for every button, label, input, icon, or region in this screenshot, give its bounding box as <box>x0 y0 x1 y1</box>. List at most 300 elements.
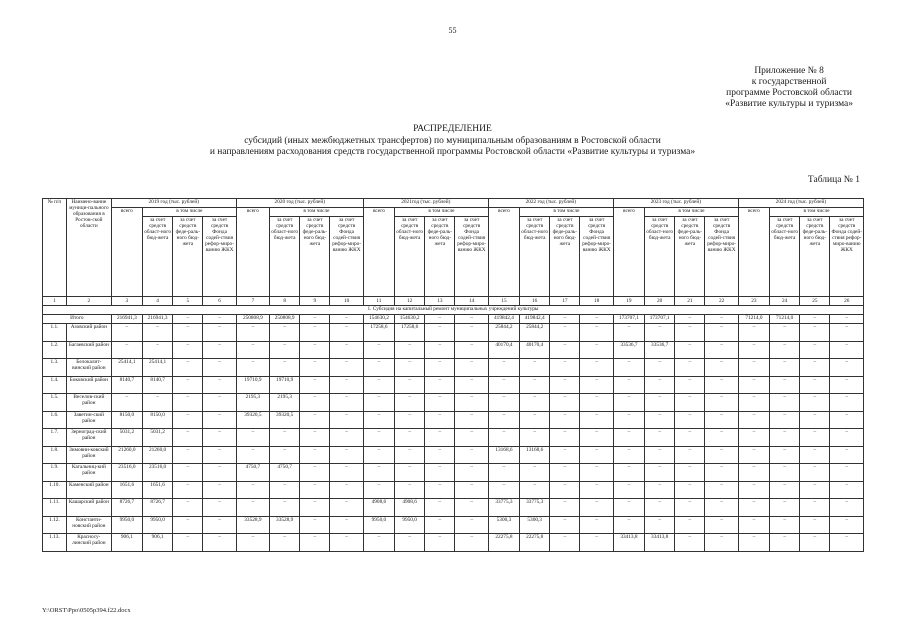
table-row <box>43 464 864 482</box>
row-value: – <box>770 376 800 394</box>
row-value: – <box>425 359 455 377</box>
table-row <box>43 534 864 552</box>
row-value: – <box>830 341 864 359</box>
row-value: – <box>770 394 800 412</box>
municipality-name: Кашарский район <box>66 499 111 517</box>
row-value: 2195,3 <box>236 394 269 412</box>
row-value: – <box>330 376 363 394</box>
row-value: – <box>645 481 675 499</box>
row-value: 21260,0 <box>111 446 142 464</box>
header-year: 2021год (тыс. рублей) <box>363 199 488 208</box>
table-row <box>43 394 864 412</box>
row-value: – <box>173 411 203 429</box>
row-value: – <box>425 516 455 534</box>
row-value: – <box>770 499 800 517</box>
header-total: всего <box>363 208 394 297</box>
row-value: 9950,0 <box>143 516 173 534</box>
header-source: за счет средств Фонда содей-ствия рефор-миро-ванию ЖКХ <box>580 217 613 297</box>
row-value: – <box>800 464 830 482</box>
row-value: – <box>330 446 363 464</box>
row-number: 1.5. <box>43 394 67 412</box>
row-value: 8150,0 <box>111 411 142 429</box>
row-value: – <box>613 499 644 517</box>
table-body <box>43 199 864 552</box>
row-value: 19710,9 <box>270 376 300 394</box>
total-value: – <box>300 315 330 324</box>
row-value: 1651,6 <box>143 481 173 499</box>
table-row <box>43 376 864 394</box>
column-number: 18 <box>580 297 613 306</box>
header-source: за счет средств Фонда содей-ствия рефор-миро-ванию ЖКХ <box>830 217 864 297</box>
municipality-name: Белокалит-винский район <box>66 359 111 377</box>
row-number: 1.3. <box>43 359 67 377</box>
row-value: 33413,8 <box>613 534 644 552</box>
row-value: – <box>645 324 675 342</box>
row-value: – <box>236 481 269 499</box>
row-value: – <box>455 359 488 377</box>
row-value: 5031,2 <box>111 429 142 447</box>
row-value: 17258,6 <box>363 324 394 342</box>
row-value: – <box>395 359 425 377</box>
row-number: 1.7. <box>43 429 67 447</box>
row-value: – <box>173 341 203 359</box>
row-value: – <box>550 411 580 429</box>
row-value: 33528,9 <box>236 516 269 534</box>
table-label: Таблица № 1 <box>807 175 860 185</box>
row-value: – <box>800 481 830 499</box>
municipality-name: Каменский район <box>66 481 111 499</box>
row-value: – <box>363 534 394 552</box>
row-value: – <box>675 359 705 377</box>
header-year: 2023 год (тыс. рублей) <box>613 199 738 208</box>
row-value: – <box>645 516 675 534</box>
row-value: – <box>705 446 738 464</box>
total-value: 173707,1 <box>613 315 644 324</box>
header-source: за счет средств Фонда содей-ствия рефор-миро-ванию ЖКХ <box>705 217 738 297</box>
row-value: – <box>173 499 203 517</box>
column-number: 23 <box>738 297 769 306</box>
row-value: – <box>675 376 705 394</box>
header-row <box>43 199 864 208</box>
row-value: – <box>425 376 455 394</box>
row-value: – <box>705 324 738 342</box>
row-value: – <box>363 341 394 359</box>
row-value: – <box>455 411 488 429</box>
header-source: за счет средств област-ного бюд-жета <box>143 217 173 297</box>
row-value: – <box>800 534 830 552</box>
row-value: – <box>363 376 394 394</box>
row-value: – <box>455 464 488 482</box>
row-value: – <box>363 359 394 377</box>
total-value: – <box>425 315 455 324</box>
header-including: в том числе <box>395 208 489 217</box>
row-value: 5031,2 <box>143 429 173 447</box>
row-number: 1.1. <box>43 324 67 342</box>
row-value: – <box>550 429 580 447</box>
row-value: – <box>300 516 330 534</box>
row-value: – <box>675 429 705 447</box>
row-value: – <box>800 341 830 359</box>
row-value: – <box>738 359 769 377</box>
header-total: всего <box>236 208 269 297</box>
row-value: – <box>520 359 550 377</box>
total-value: – <box>550 315 580 324</box>
total-value: 419842,4 <box>520 315 550 324</box>
row-value: – <box>580 446 613 464</box>
row-value: – <box>203 499 236 517</box>
row-value: – <box>363 481 394 499</box>
row-value: – <box>830 481 864 499</box>
column-number: 24 <box>770 297 800 306</box>
column-number: 14 <box>455 297 488 306</box>
row-value: – <box>675 516 705 534</box>
row-value: – <box>173 376 203 394</box>
row-value: – <box>425 464 455 482</box>
municipality-name: Боковский район <box>66 376 111 394</box>
row-value: – <box>738 534 769 552</box>
row-value: – <box>770 481 800 499</box>
row-value: – <box>800 394 830 412</box>
column-number: 6 <box>203 297 236 306</box>
header-total: всего <box>738 208 769 297</box>
row-value: – <box>645 411 675 429</box>
row-value: – <box>800 429 830 447</box>
total-row <box>43 315 864 324</box>
total-value: 250808,9 <box>236 315 269 324</box>
row-number: 1.4. <box>43 376 67 394</box>
row-value: – <box>520 429 550 447</box>
row-value: – <box>830 359 864 377</box>
header-total: всего <box>613 208 644 297</box>
header-source: за счет средств област-ного бюд-жета <box>395 217 425 297</box>
row-value: – <box>300 446 330 464</box>
row-value: 17258,6 <box>395 324 425 342</box>
row-value: – <box>203 481 236 499</box>
total-value: 173707,1 <box>645 315 675 324</box>
row-value: – <box>425 534 455 552</box>
row-value: – <box>395 411 425 429</box>
row-value: – <box>395 446 425 464</box>
row-value: – <box>580 341 613 359</box>
column-number: 10 <box>330 297 363 306</box>
row-value: – <box>645 376 675 394</box>
row-value: 22275,8 <box>488 534 519 552</box>
heading-line: субсидий (иных межбюджетных трансфертов) по муниципальным образованиям в Ростовской области <box>244 135 661 146</box>
row-value: – <box>705 411 738 429</box>
row-value: – <box>830 499 864 517</box>
row-value: 33528,9 <box>270 516 300 534</box>
municipality-name: Красносу-линский район <box>66 534 111 552</box>
row-value: – <box>675 411 705 429</box>
row-value: – <box>173 464 203 482</box>
row-value: 4750,7 <box>270 464 300 482</box>
row-value: – <box>613 481 644 499</box>
header-source: за счет средств феде-раль-ного бюд-жета <box>550 217 580 297</box>
row-value: – <box>236 446 269 464</box>
row-value: – <box>395 464 425 482</box>
row-value: 2195,3 <box>270 394 300 412</box>
row-value: – <box>270 481 300 499</box>
row-value: – <box>738 481 769 499</box>
row-value: – <box>395 534 425 552</box>
municipality-name: Кагальниц-кий район <box>66 464 111 482</box>
header-source: за счет средств Фонда содей-ствия рефор-миро-ванию ЖКХ <box>203 217 236 297</box>
row-value: – <box>270 534 300 552</box>
row-value: – <box>143 324 173 342</box>
total-value: – <box>455 315 488 324</box>
row-value: – <box>770 516 800 534</box>
total-value: 154630,2 <box>363 315 394 324</box>
header-including: в том числе <box>645 208 739 217</box>
row-value: – <box>800 499 830 517</box>
row-value: – <box>550 446 580 464</box>
row-value: – <box>770 359 800 377</box>
row-value: – <box>455 499 488 517</box>
row-value: – <box>455 534 488 552</box>
row-value: – <box>330 341 363 359</box>
column-numbers-row <box>43 297 864 306</box>
row-value: – <box>830 516 864 534</box>
total-value: – <box>580 315 613 324</box>
row-value: 5300,3 <box>520 516 550 534</box>
row-value: – <box>550 341 580 359</box>
column-number: 5 <box>173 297 203 306</box>
row-value: – <box>675 324 705 342</box>
header-no: № п/п <box>43 199 67 297</box>
row-value: – <box>300 499 330 517</box>
row-value: – <box>425 324 455 342</box>
row-number: 1.9. <box>43 464 67 482</box>
row-value: – <box>455 481 488 499</box>
row-value: – <box>330 499 363 517</box>
column-number: 26 <box>830 297 864 306</box>
row-value: 4908,6 <box>363 499 394 517</box>
municipality-name: Багаевский район <box>66 341 111 359</box>
total-value: 250808,9 <box>270 315 300 324</box>
row-value: – <box>770 341 800 359</box>
table-row <box>43 516 864 534</box>
row-value: – <box>270 324 300 342</box>
row-value: – <box>520 394 550 412</box>
row-value: – <box>111 394 142 412</box>
row-value: – <box>330 359 363 377</box>
row-value: – <box>330 516 363 534</box>
header-including: в том числе <box>770 208 864 217</box>
row-value: – <box>300 324 330 342</box>
row-value: 23516,0 <box>111 464 142 482</box>
row-value: 33413,8 <box>645 534 675 552</box>
header-source: за счет средств област-ного бюд-жета <box>770 217 800 297</box>
row-value: – <box>173 429 203 447</box>
row-value: – <box>203 324 236 342</box>
row-value: – <box>675 394 705 412</box>
row-value: – <box>203 464 236 482</box>
municipality-name: Азовский район <box>66 324 111 342</box>
row-value: – <box>395 429 425 447</box>
row-value: – <box>143 394 173 412</box>
table-row <box>43 499 864 517</box>
row-value: – <box>580 394 613 412</box>
row-value: – <box>488 394 519 412</box>
row-value: 25414,1 <box>111 359 142 377</box>
municipality-name: Веселов-ский район <box>66 394 111 412</box>
row-value: – <box>705 516 738 534</box>
row-number: 1.12. <box>43 516 67 534</box>
row-value: – <box>738 394 769 412</box>
row-value: 906,1 <box>143 534 173 552</box>
row-value: – <box>770 534 800 552</box>
total-value: – <box>705 315 738 324</box>
row-value: – <box>330 429 363 447</box>
row-value: – <box>330 324 363 342</box>
page-number: 55 <box>448 26 457 35</box>
municipality-name: Зерноград-ский район <box>66 429 111 447</box>
appendix-line: программе Ростовской области <box>726 88 853 98</box>
header-source: за счет средств феде-раль-ного бюд-жета <box>300 217 330 297</box>
row-value: – <box>363 446 394 464</box>
row-value: – <box>236 359 269 377</box>
appendix-line: к государственной <box>751 77 827 87</box>
row-value: – <box>203 411 236 429</box>
row-value: 23516,0 <box>143 464 173 482</box>
row-value: – <box>300 534 330 552</box>
row-value: – <box>203 516 236 534</box>
row-value: – <box>330 411 363 429</box>
row-value: 25414,1 <box>143 359 173 377</box>
total-value: – <box>800 315 830 324</box>
row-value: – <box>330 481 363 499</box>
row-value: – <box>455 429 488 447</box>
municipality-name: Константи-новский район <box>66 516 111 534</box>
total-value: 154630,2 <box>395 315 425 324</box>
row-value: 33775,3 <box>520 499 550 517</box>
header-source: за счет средств феде-раль-ного бюд-жета <box>173 217 203 297</box>
row-value: – <box>425 499 455 517</box>
row-value: – <box>705 464 738 482</box>
row-value: – <box>236 499 269 517</box>
row-value: – <box>203 359 236 377</box>
row-value: – <box>645 359 675 377</box>
row-value: – <box>173 394 203 412</box>
row-value: – <box>738 341 769 359</box>
row-value: – <box>705 341 738 359</box>
row-value: – <box>270 341 300 359</box>
total-value: – <box>173 315 203 324</box>
row-value: – <box>550 516 580 534</box>
row-value: – <box>613 446 644 464</box>
row-value: – <box>770 464 800 482</box>
row-value: – <box>675 464 705 482</box>
row-value: – <box>300 341 330 359</box>
row-value: – <box>488 376 519 394</box>
file-path: Y:\ORST\Ppo\0505p394.f22.docx <box>42 607 131 614</box>
row-value: – <box>705 394 738 412</box>
row-value: 40170,4 <box>520 341 550 359</box>
header-source: за счет средств феде-раль-ного бюд-жета <box>800 217 830 297</box>
row-value: – <box>770 446 800 464</box>
row-value: – <box>173 359 203 377</box>
section-row <box>43 306 864 315</box>
row-value: – <box>550 376 580 394</box>
row-value: – <box>830 446 864 464</box>
row-number: 1.10. <box>43 481 67 499</box>
row-value: – <box>520 481 550 499</box>
row-value: – <box>300 481 330 499</box>
row-value: – <box>395 481 425 499</box>
row-value: – <box>645 464 675 482</box>
row-value: – <box>550 534 580 552</box>
row-value: – <box>800 359 830 377</box>
row-value: 39320,5 <box>270 411 300 429</box>
row-value: 5300,3 <box>488 516 519 534</box>
row-value: – <box>705 534 738 552</box>
row-value: – <box>580 464 613 482</box>
row-value: – <box>580 481 613 499</box>
row-value: 1651,6 <box>111 481 142 499</box>
total-value: – <box>330 315 363 324</box>
row-value: – <box>363 394 394 412</box>
row-value: – <box>111 324 142 342</box>
row-value: – <box>613 324 644 342</box>
header-year: 2020 год (тыс. рублей) <box>236 199 363 208</box>
row-value: – <box>488 464 519 482</box>
row-value: 8140,7 <box>111 376 142 394</box>
row-value: – <box>550 499 580 517</box>
row-value: – <box>550 481 580 499</box>
table-row <box>43 446 864 464</box>
row-value: – <box>738 446 769 464</box>
row-value: 9950,0 <box>395 516 425 534</box>
row-value: – <box>738 516 769 534</box>
municipality-name: Зимовни-ковский район <box>66 446 111 464</box>
column-number: 17 <box>550 297 580 306</box>
row-value: – <box>236 534 269 552</box>
table-row <box>43 359 864 377</box>
row-value: – <box>705 376 738 394</box>
row-value: – <box>705 429 738 447</box>
column-number: 1 <box>43 297 67 306</box>
row-value: – <box>645 394 675 412</box>
heading-title: РАСПРЕДЕЛЕНИЕ <box>413 124 492 134</box>
row-value: 8140,7 <box>143 376 173 394</box>
header-year: 2024 год (тыс. рублей) <box>738 199 863 208</box>
row-value: – <box>300 411 330 429</box>
header-total: всего <box>488 208 519 297</box>
row-value: 33775,3 <box>488 499 519 517</box>
row-number: 1.2. <box>43 341 67 359</box>
column-number: 3 <box>111 297 142 306</box>
row-value: – <box>613 464 644 482</box>
row-value: – <box>613 516 644 534</box>
section-title: 1. Субсидия на капитальный ремонт муниципальных учреждений культуры <box>43 306 864 315</box>
row-value: 9950,0 <box>363 516 394 534</box>
row-value: – <box>270 429 300 447</box>
column-number: 16 <box>520 297 550 306</box>
row-value: – <box>203 534 236 552</box>
row-value: – <box>203 376 236 394</box>
row-value: 25844,2 <box>488 324 519 342</box>
header-year: 2019 год (тыс. рублей) <box>111 199 236 208</box>
row-value: – <box>645 446 675 464</box>
row-value: – <box>770 429 800 447</box>
row-value: – <box>363 411 394 429</box>
total-value: 71214,0 <box>770 315 800 324</box>
row-value: – <box>705 359 738 377</box>
row-value: – <box>675 446 705 464</box>
row-value: 9950,0 <box>111 516 142 534</box>
column-number: 9 <box>300 297 330 306</box>
header-including: в том числе <box>520 208 614 217</box>
